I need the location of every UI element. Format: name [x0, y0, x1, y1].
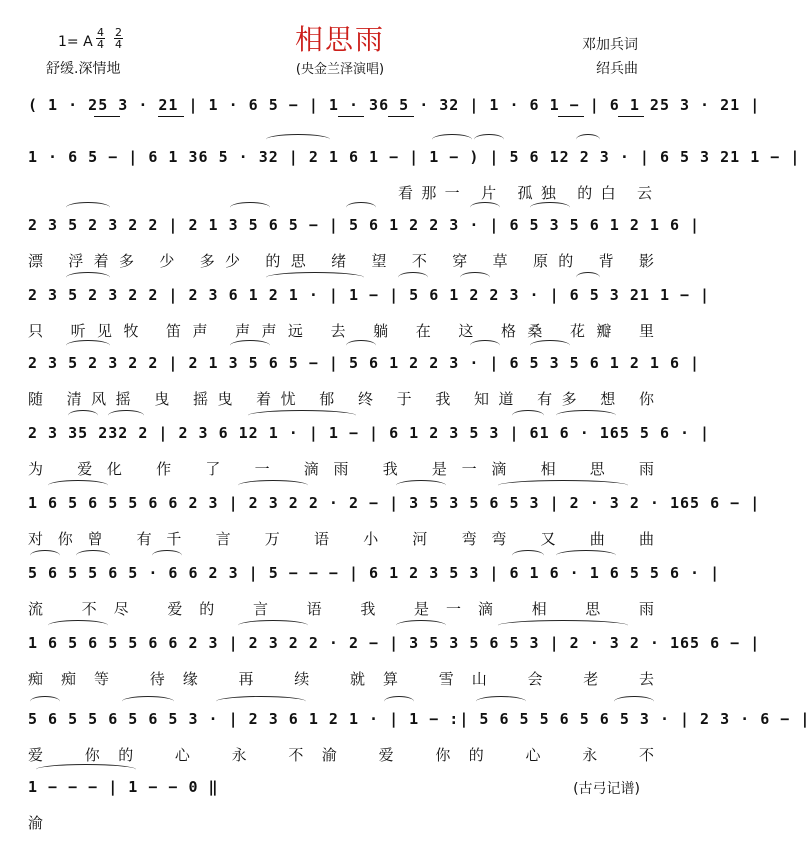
slur: [238, 620, 308, 631]
slur: [614, 696, 654, 707]
slur: [396, 480, 446, 491]
slur: [266, 134, 330, 145]
lyrics: 流 不尽 爱的 言 语 我 是一滴 相 思 雨: [28, 600, 654, 618]
composer: 绍兵曲: [596, 61, 638, 77]
slur: [498, 620, 628, 631]
lyrics: 爱 你的 心 永 不渝 爱 你的 心 永 不: [28, 746, 654, 764]
slur: [432, 134, 472, 145]
notation: 2 3 35 232 2 | 2 3 6 12 1 · | 1 − | 6 1 2 3 5 3 | 61 6 · 165 5 6 · |: [28, 424, 711, 442]
slur: [384, 696, 414, 707]
notation: 5 6 5 5 6 5 · 6 6 2 3 | 5 − − − | 6 1 2 3 5 3 | 6 1 6 · 1 6 5 5 6 · |: [28, 564, 721, 582]
slur: [48, 480, 108, 491]
tie: [36, 764, 136, 775]
meter-top: 4: [97, 26, 104, 39]
slur: [512, 550, 544, 561]
singer: (央金兰泽演唱): [295, 62, 385, 77]
slur: [470, 202, 500, 213]
notation: 1 − − − | 1 − − 0 ‖: [28, 778, 219, 796]
slur: [576, 272, 600, 283]
slur: [216, 696, 306, 707]
slur: [248, 410, 356, 421]
slur: [108, 410, 144, 421]
slur: [498, 480, 628, 491]
slur: [346, 202, 376, 213]
lyrics: 对你曾 有千 言 万 语 小 河 弯弯 又 曲 曲: [28, 530, 654, 548]
notation: 2 3 5 2 3 2 2 | 2 1 3 5 6 5 − | 5 6 1 2 2 3 · | 6 5 3 5 6 1 2 1 6 |: [28, 216, 701, 234]
beam: [158, 116, 184, 117]
slur: [48, 620, 108, 631]
slur: [460, 272, 490, 283]
slur: [396, 620, 446, 631]
lyrics: 随 清风摇 曳 摇曳 着忧 郁 终 于 我 知道 有多 想 你: [28, 390, 654, 408]
slur: [474, 134, 504, 145]
slur: [30, 550, 60, 561]
slur: [238, 480, 308, 491]
slur: [346, 340, 376, 351]
slur: [266, 272, 364, 283]
key-signature: 1= A: [58, 34, 93, 50]
slur: [470, 340, 500, 351]
slur: [476, 696, 526, 707]
lyricist: 邓加兵词: [582, 37, 638, 53]
slur: [398, 272, 428, 283]
beam: [388, 116, 414, 117]
beam: [618, 116, 644, 117]
slur: [230, 340, 270, 351]
lyrics: 漂 浮着多 少 多少 的思 绪 望 不 穿 草 原的 背 影: [28, 252, 655, 270]
slur: [66, 272, 110, 283]
slur: [152, 550, 182, 561]
lyrics: 渝: [28, 814, 44, 832]
beam: [94, 116, 120, 117]
tempo-marking: 舒缓.深情地: [46, 61, 121, 77]
slur: [30, 696, 60, 707]
slur: [530, 202, 570, 213]
lyrics: 为 爱化 作 了 一 滴雨 我 是一滴 相 思 雨: [28, 460, 654, 478]
slur: [66, 202, 110, 213]
meter-bottom: 4: [115, 38, 122, 51]
meter-bottom: 4: [97, 38, 104, 51]
notation: 1 · 6 5 − | 6 1 36 5 · 32 | 2 1 6 1 − | 1 − ) | 5 6 12 2 3 · | 6 5 3 21 1 − |: [28, 148, 801, 166]
notation: 2 3 5 2 3 2 2 | 2 1 3 5 6 5 − | 5 6 1 2 2 3 · | 6 5 3 5 6 1 2 1 6 |: [28, 354, 701, 372]
meter-top: 2: [115, 26, 122, 39]
slur: [576, 134, 600, 145]
transcriber-credit: (古弓记谱): [573, 781, 640, 797]
beam: [558, 116, 584, 117]
lyrics: 只 听见牧 笛声 声声远 去 躺 在 这 格桑 花瓣 里: [28, 322, 654, 340]
notation: 1 6 5 6 5 5 6 6 2 3 | 2 3 2 2 · 2 − | 3 5 3 5 6 5 3 | 2 · 3 2 · 165 6 − |: [28, 494, 761, 512]
slur: [512, 410, 544, 421]
beam: [338, 116, 364, 117]
song-title: 相思雨: [294, 23, 385, 56]
slur: [76, 550, 110, 561]
slur: [530, 340, 570, 351]
lyrics: 痴痴等 待缘 再 续 就算 雪山 会 老 去: [28, 670, 654, 688]
notation: 2 3 5 2 3 2 2 | 2 3 6 1 2 1 · | 1 − | 5 6 1 2 2 3 · | 6 5 3 21 1 − |: [28, 286, 711, 304]
notation: 1 6 5 6 5 5 6 6 2 3 | 2 3 2 2 · 2 − | 3 5 3 5 6 5 3 | 2 · 3 2 · 165 6 − |: [28, 634, 761, 652]
notation: ( 1 · 25 3 · 21 | 1 · 6 5 − | 1 · 36 5 · 32 | 1 · 6 1 − | 6 1 25 3 · 21 |: [28, 96, 761, 114]
slur: [122, 696, 174, 707]
lyrics: 看那一 片 孤独 的白 云: [398, 184, 652, 202]
slur: [556, 410, 616, 421]
slur: [556, 550, 616, 561]
slur: [230, 202, 270, 213]
slur: [66, 340, 110, 351]
notation: 5 6 5 5 6 5 6 5 3 · | 2 3 6 1 2 1 · | 1 − :| 5 6 5 5 6 5 6 5 3 · | 2 3 · 6 − |: [28, 710, 810, 728]
slur: [68, 410, 98, 421]
